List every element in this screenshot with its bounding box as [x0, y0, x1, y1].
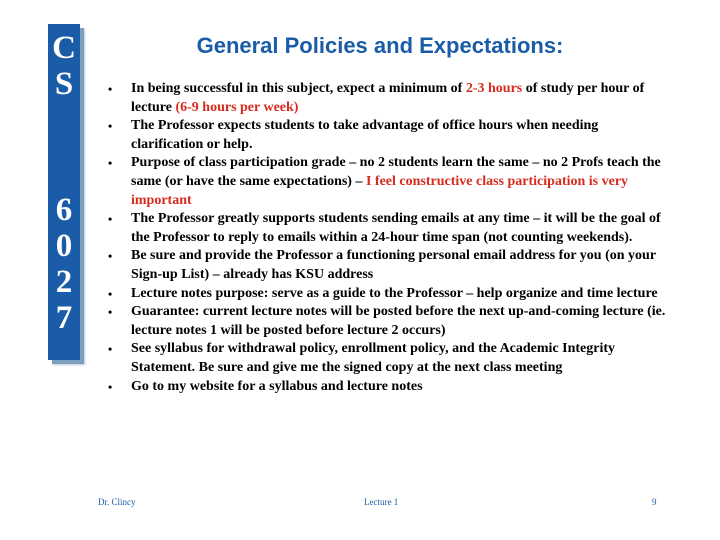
bullet-marker: • — [108, 286, 113, 301]
policy-bullet-item — [98, 117, 668, 154]
bullet-text: Guarantee: current lecture notes will be posted before the next up-and-coming lecture (ie. lecture notes 1 will be posted before lecture 2 occurs) — [131, 304, 666, 338]
course-number-digit: 2 — [55, 264, 73, 300]
course-code-sidebar — [48, 24, 80, 360]
bullet-marker: • — [108, 119, 113, 134]
bullet-marker: • — [108, 342, 113, 357]
policy-bullet-item — [98, 154, 668, 210]
bullet-highlight-text: 2-3 hours — [465, 81, 523, 96]
course-number — [48, 192, 80, 336]
bullet-marker: • — [108, 249, 113, 264]
policy-bullet-item — [98, 247, 668, 284]
policy-bullet-item — [98, 303, 668, 340]
policy-bullet-item — [98, 80, 668, 117]
bullet-text: In being successful in this subject, expect a minimum of — [131, 81, 466, 96]
course-prefix-letter: S — [54, 66, 74, 102]
bullet-marker: • — [108, 156, 113, 171]
course-prefix — [48, 30, 80, 102]
policy-bullet-list — [98, 80, 668, 396]
bullet-text: Lecture notes purpose: serve as a guide to the Professor – help organize and time lecture — [131, 285, 658, 301]
course-number-digit: 7 — [55, 300, 73, 336]
bullet-text: Purpose of class participation grade – no 2 students learn the same – no 2 Profs teach the same (or have the same expectations) – — [131, 155, 661, 189]
policy-bullet-item — [98, 340, 668, 377]
course-prefix-letter: C — [52, 30, 76, 66]
footer-lecture: Lecture 1 — [364, 497, 399, 507]
course-number-digit: 6 — [55, 192, 73, 228]
policy-bullet-item — [98, 378, 668, 397]
footer-author: Dr. Clincy — [98, 497, 136, 507]
bullet-text: Be sure and provide the Professor a functioning personal email address for you (on your Sign-up List) – already has KSU address — [131, 248, 656, 282]
bullet-marker: • — [108, 82, 113, 96]
bullet-marker: • — [108, 379, 113, 394]
policy-bullet-item — [98, 285, 668, 304]
bullet-text: of study per hour of lecture — [131, 81, 645, 115]
bullet-text: The Professor greatly supports students sending emails at any time – it will be the goal of the Professor to reply to emails within a 24-hour time span (not counting weekends). — [131, 211, 661, 245]
course-number-digit: 0 — [55, 228, 73, 264]
bullet-marker: • — [108, 212, 113, 227]
footer-page-number: 9 — [652, 497, 657, 507]
slide-title: General Policies and Expectations: — [196, 33, 564, 58]
bullet-marker: • — [108, 305, 113, 320]
bullet-highlight-text: (6-9 hours per week) — [175, 99, 299, 115]
bullet-text: Go to my website for a syllabus and lecture notes — [131, 378, 423, 394]
bullet-highlight-text: I feel constructive class participation is very important — [131, 173, 629, 208]
bullet-text: The Professor expects students to take advantage of office hours when needing clarification or help. — [131, 118, 599, 152]
bullet-text: See syllabus for withdrawal policy, enrollment policy, and the Academic Integrity Statement. Be sure and give me the signed copy at the next class meeting — [131, 341, 616, 375]
policy-bullet-item — [98, 210, 668, 247]
